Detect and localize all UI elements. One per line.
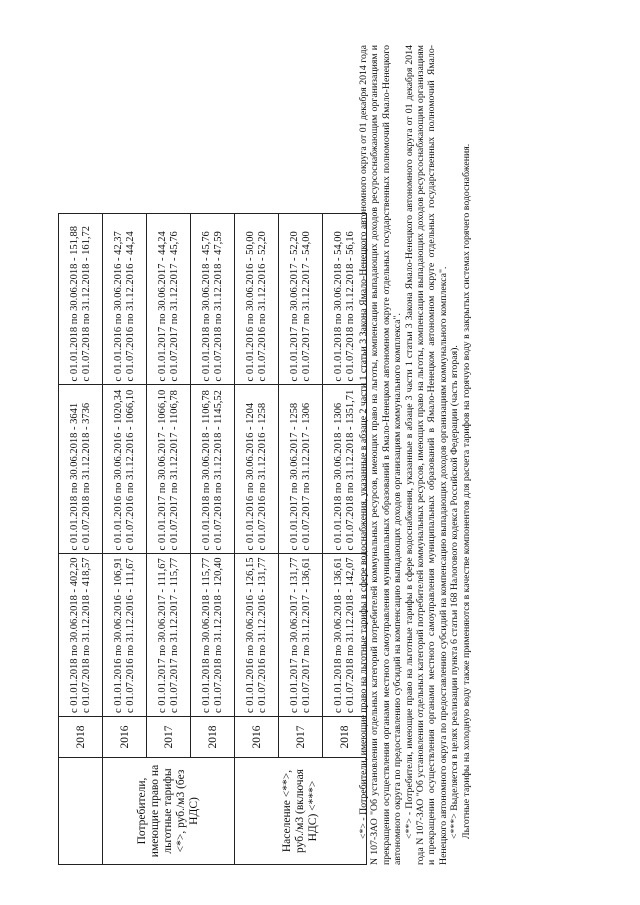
- table-row: [235, 214, 279, 865]
- tariff-period: с 01.01.2016 по 30.06.2016 - 50,00: [244, 231, 256, 382]
- year-cell: 2017: [147, 717, 191, 758]
- tariff-period: с 01.01.2018 по 30.06.2018 - 1106,78: [200, 390, 212, 551]
- tariff-period: с 01.07.2018 по 31.12.2018 - 142,07: [344, 557, 356, 713]
- tariff-period: с 01.01.2017 по 30.06.2017 - 1066,10: [156, 389, 168, 551]
- footnotes: [358, 45, 472, 865]
- tariff-period: с 01.01.2018 по 30.06.2018 - 3641: [68, 402, 80, 551]
- tariff-cell: [235, 385, 279, 554]
- tariff-period: с 01.07.2018 по 31.12.2018 - 120,40: [212, 557, 224, 713]
- category-population: Население <**>, руб./м3 (включая НДС) <***>: [235, 758, 367, 865]
- tariff-period: с 01.01.2017 по 30.06.2017 - 44,24: [156, 231, 168, 382]
- tariff-period: с 01.07.2017 по 31.12.2017 - 136,61: [300, 557, 312, 713]
- tariff-cell: [235, 554, 279, 717]
- category-privileged: Потребители, имеющие право на льготные тарифы <*>, руб./м3 (без НДС): [103, 758, 235, 865]
- tariff-period: с 01.07.2017 по 31.12.2017 - 115,77: [168, 557, 180, 713]
- tariff-cell: [191, 554, 235, 717]
- tariff-period: с 01.01.2016 по 30.06.2016 - 1020,34: [112, 389, 124, 551]
- footnote-4: Льготные тарифы на холодную воду также применяются в качестве компонентов для расчета тарифов на горячую воду в закрытых системах горячего водоснабжения.: [460, 143, 472, 839]
- tariff-period: с 01.07.2016 по 31.12.2016 - 131,77: [256, 557, 268, 713]
- tariff-period: с 01.07.2018 по 31.12.2018 - 161,72: [80, 225, 92, 382]
- year-cell: 2018: [323, 717, 367, 758]
- tariff-period: с 01.07.2016 по 31.12.2016 - 1066,10: [124, 389, 136, 551]
- tariff-period: с 01.01.2018 по 30.06.2018 - 151,88: [68, 225, 80, 382]
- tariff-period: с 01.07.2016 по 31.12.2016 - 44,24: [124, 231, 136, 382]
- tariff-cell: [103, 554, 147, 717]
- tariff-cell: [279, 385, 323, 554]
- tariff-cell: [59, 554, 103, 717]
- tariff-period: с 01.07.2017 по 31.12.2017 - 54,00: [300, 231, 312, 382]
- tariff-period: с 01.07.2018 по 31.12.2018 - 3736: [80, 402, 92, 551]
- year-cell: 2018: [59, 717, 103, 758]
- footnote-2: <**> - Потребители, имеющие право на льготные тарифы в сфере водоснабжения, указанные в абзаце 3 части 1 статьи 3 Закона Ямало-Ненецкого автономного округа от 01 декабря 2014 года N 107-ЗАО "Об установлении отдельных категорий потребителей коммунальных ресурсов, имеющих право на льготы, компенсации выпадающих доходов ресурсоснабжающим организациям и прекращении осуществления органами местного самоуправления муниципальных образований в Ямало-Ненецком автономном округе отдельных государственных полномочий Ямало-Ненецкого автономного округа по предоставлению субсидий на компенсацию выпадающих доходов организациям коммунального комплекса".: [403, 45, 449, 865]
- tariff-period: с 01.07.2018 по 31.12.2018 - 47,59: [212, 231, 224, 382]
- tariff-cell: [59, 385, 103, 554]
- tariff-period: с 01.01.2018 по 30.06.2018 - 402,20: [68, 557, 80, 713]
- tariff-period: с 01.07.2017 по 31.12.2017 - 1106,78: [168, 390, 180, 551]
- footnote-3: <***> Выделяется в целях реализации пункта 6 статьи 168 Налогового кодекса Российской Федерации (часть вторая).: [449, 345, 461, 839]
- tariff-cell: [191, 385, 235, 554]
- tariff-period: с 01.01.2018 по 30.06.2018 - 1306: [332, 402, 344, 551]
- tariff-period: с 01.07.2018 по 31.12.2018 - 418,57: [80, 557, 92, 713]
- tariff-cell: [147, 214, 191, 385]
- tariff-period: с 01.07.2018 по 31.12.2018 - 1145,52: [212, 390, 224, 551]
- year-cell: 2017: [279, 717, 323, 758]
- tariff-period: с 01.07.2018 по 31.12.2018 - 1351,71: [344, 389, 356, 551]
- tariff-period: с 01.01.2017 по 30.06.2017 - 131,77: [288, 557, 300, 713]
- year-cell: 2016: [103, 717, 147, 758]
- tariff-cell: [191, 214, 235, 385]
- tariff-period: с 01.01.2016 по 30.06.2016 - 126,15: [244, 557, 256, 713]
- tariff-period: с 01.01.2018 по 30.06.2018 - 115,77: [200, 557, 212, 713]
- tariff-period: с 01.07.2016 по 31.12.2016 - 111,67: [124, 558, 136, 713]
- category-continued: [59, 758, 103, 865]
- tariff-cell: [279, 214, 323, 385]
- table-row: [103, 214, 147, 865]
- tariff-period: с 01.07.2016 по 31.12.2016 - 52,20: [256, 231, 268, 382]
- tariff-period: с 01.07.2016 по 31.12.2016 - 1258: [256, 402, 268, 551]
- tariff-period: с 01.07.2017 по 31.12.2017 - 1306: [300, 402, 312, 551]
- tariff-period: с 01.07.2017 по 31.12.2017 - 45,76: [168, 231, 180, 382]
- tariff-period: с 01.01.2016 по 30.06.2016 - 106,91: [112, 557, 124, 713]
- tariff-cell: [59, 214, 103, 385]
- tariff-cell: [279, 554, 323, 717]
- tariff-period: с 01.07.2018 по 31.12.2018 - 56,16: [344, 231, 356, 382]
- tariff-period: с 01.01.2018 по 30.06.2018 - 136,61: [332, 557, 344, 713]
- tariff-cell: [147, 554, 191, 717]
- tariff-period: с 01.01.2018 по 30.06.2018 - 45,76: [200, 231, 212, 382]
- tariff-period: с 01.01.2016 по 30.06.2016 - 42,37: [112, 231, 124, 382]
- tariff-cell: [147, 385, 191, 554]
- tariff-cell: [103, 214, 147, 385]
- year-cell: 2016: [235, 717, 279, 758]
- table-row: [59, 214, 103, 865]
- tariff-period: с 01.01.2018 по 30.06.2018 - 54,00: [332, 231, 344, 382]
- year-cell: 2018: [191, 717, 235, 758]
- tariff-period: с 01.01.2017 по 30.06.2017 - 111,67: [156, 558, 168, 713]
- tariff-cell: [235, 214, 279, 385]
- tariff-table: [58, 213, 367, 865]
- tariff-period: с 01.01.2016 по 30.06.2016 - 1204: [244, 402, 256, 551]
- footnote-1: <*> - Потребители, имеющие право на льготные тарифы в сфере водоснабжения, указанные в абзаце 2 части 1 статьи 3 Закона Ямало-Ненецкого автономного округа от 01 декабря 2014 года N 107-ЗАО "Об установлении отдельных категорий потребителей коммунальных ресурсов, имеющих право на льготы, компенсации выпадающих доходов ресурсоснабжающим организациям и прекращении осуществления органами местного самоуправления муниципальных образований в Ямало-Ненецком автономном округе отдельных государственных полномочий Ямало-Ненецкого автономного округа по предоставлению субсидий на компенсацию выпадающих доходов организациям коммунального комплекса".: [358, 45, 404, 865]
- tariff-cell: [103, 385, 147, 554]
- tariff-period: с 01.01.2017 по 30.06.2017 - 52,20: [288, 231, 300, 382]
- tariff-period: с 01.01.2017 по 30.06.2017 - 1258: [288, 402, 300, 551]
